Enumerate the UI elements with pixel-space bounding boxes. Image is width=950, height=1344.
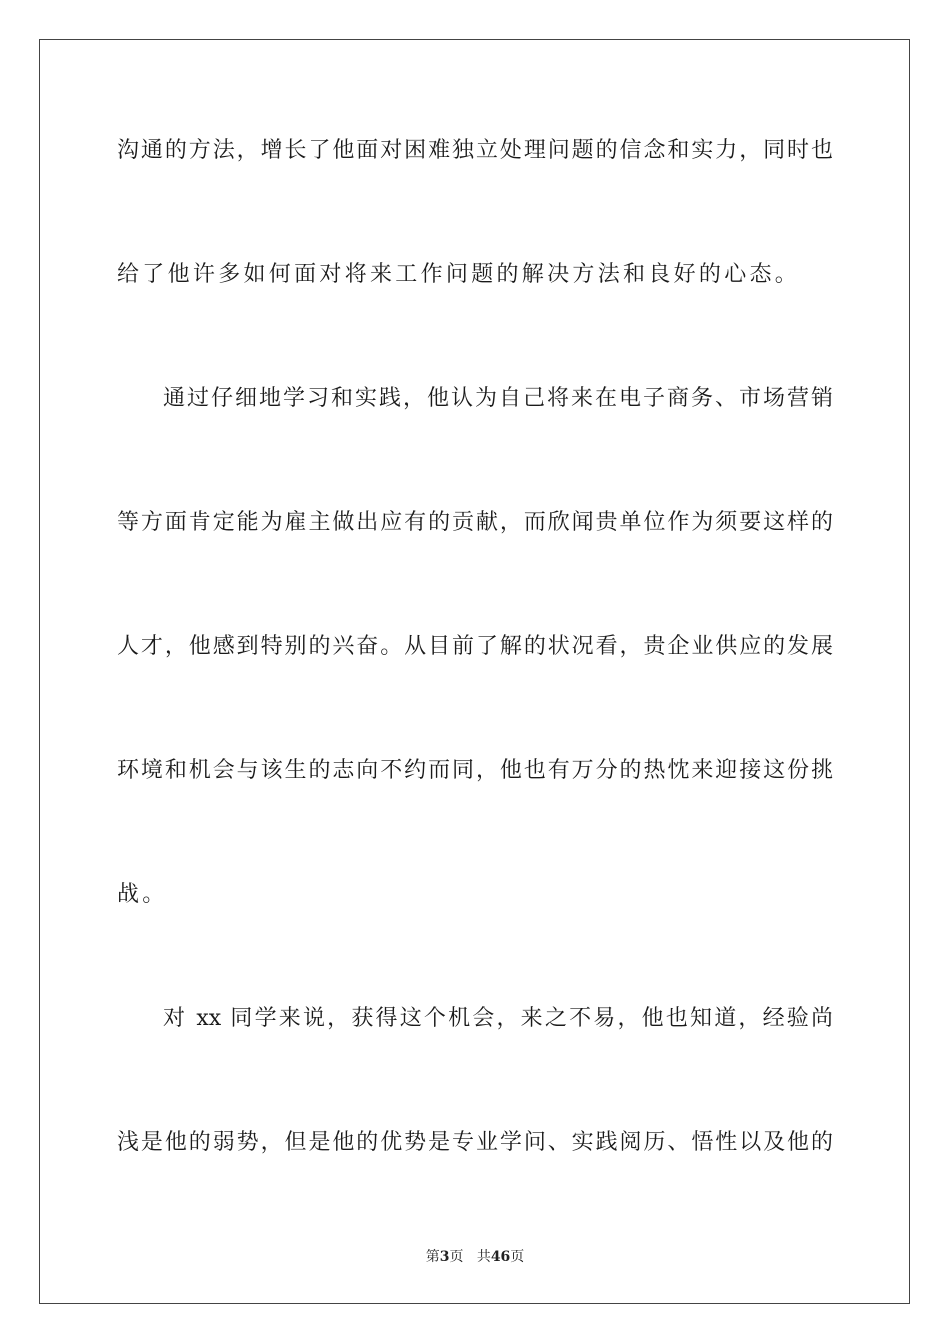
footer-total-prefix: 共 bbox=[476, 1249, 491, 1265]
body-line-8: 对 xx 同学来说，获得这个机会，来之不易，他也知道，经验尚 bbox=[163, 1006, 833, 1031]
body-line-5: 人才，他感到特别的兴奋。从目前了解的状况看，贵企业供应的发展 bbox=[117, 634, 833, 659]
body-line-1: 沟通的方法，增长了他面对困难独立处理问题的信念和实力，同时也 bbox=[117, 138, 833, 163]
body-line-7: 战。 bbox=[117, 882, 168, 907]
page-frame bbox=[39, 39, 910, 1304]
body-line-6: 环境和机会与该生的志向不约而同，他也有万分的热忱来迎接这份挑 bbox=[117, 758, 833, 783]
footer-total-pages: 46 bbox=[490, 1249, 511, 1265]
footer-total-suffix: 页 bbox=[510, 1249, 525, 1265]
footer-page-prefix: 第 bbox=[425, 1249, 440, 1265]
body-line-3: 通过仔细地学习和实践，他认为自己将来在电子商务、市场营销 bbox=[163, 386, 833, 411]
body-line-4: 等方面肯定能为雇主做出应有的贡献，而欣闻贵单位作为须要这样的 bbox=[117, 510, 833, 535]
footer-page-suffix: 页 bbox=[449, 1249, 464, 1265]
body-line-9: 浅是他的弱势，但是他的优势是专业学问、实践阅历、悟性以及他的 bbox=[117, 1130, 833, 1155]
body-line-2: 给了他许多如何面对将来工作问题的解决方法和良好的心态。 bbox=[117, 262, 801, 287]
footer-page-number: 3 bbox=[439, 1249, 450, 1265]
page-footer bbox=[0, 1247, 950, 1267]
